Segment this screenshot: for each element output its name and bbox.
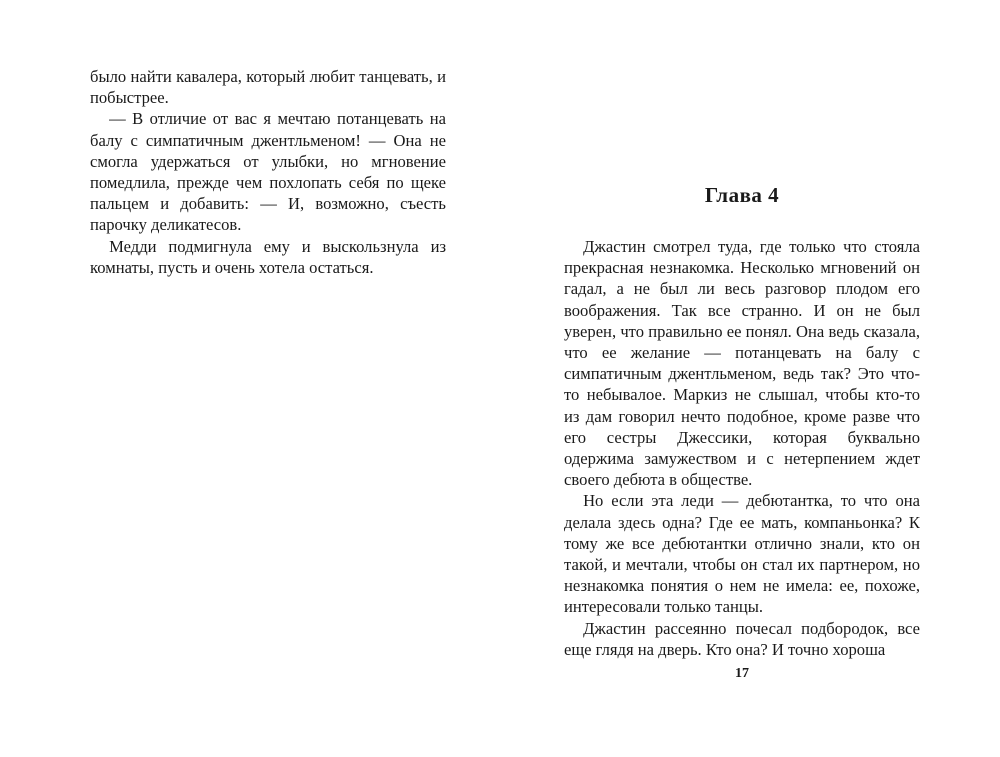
paragraph: Но если эта леди — дебютантка, то что она делала здесь одна? Где ее мать, компаньонка? К тому же все дебютантки отлично знали, кто он такой, и мечтали, чтобы он стал их партнером, но незнакомка понятия о нем не имела: ее, похоже, интересовали только танцы. [564,491,920,617]
chapter-title: Глава 4 [704,183,780,207]
left-page-text [90,66,446,278]
paragraph: Джастин рассеянно почесал подбородок, все еще глядя на дверь. Кто она? И точно хороша [564,618,920,659]
paragraph: — В отличие от вас я мечтаю потанцевать на балу с симпатичным джентльменом! — Она не смогла удержаться от улыбки, но мгновение помедлила, прежде чем похлопать себя по щеке пальцем и добавить: — И, возможно, съесть парочку деликатесов. [90,109,446,235]
right-page [500,0,1000,757]
paragraph: было найти кавалера, который любит танцевать, и побыстрее. [90,67,446,108]
paragraph: Джастин смотрел туда, где только что стояла прекрасная незнакомка. Несколько мгновений он гадал, а не был ли весь разговор плодом его воображения. Так все странно. И он не был уверен, что правильно ее понял. Она ведь сказала, что ее желание — потанцевать на балу с симпатичным джентльменом, ведь так? Это что-то небывалое. Маркиз не слышал, чтобы кто-то из дам говорил нечто подобное, кроме разве что его сестры Джессики, которая буквально одержима замужеством и с нетерпением ждет своего дебюта в обществе. [564,237,920,490]
page-number: 17 [735,666,749,681]
right-page-text [564,236,920,660]
paragraph: Медди подмигнула ему и выскользнула из комнаты, пусть и очень хотела остаться. [90,236,446,277]
